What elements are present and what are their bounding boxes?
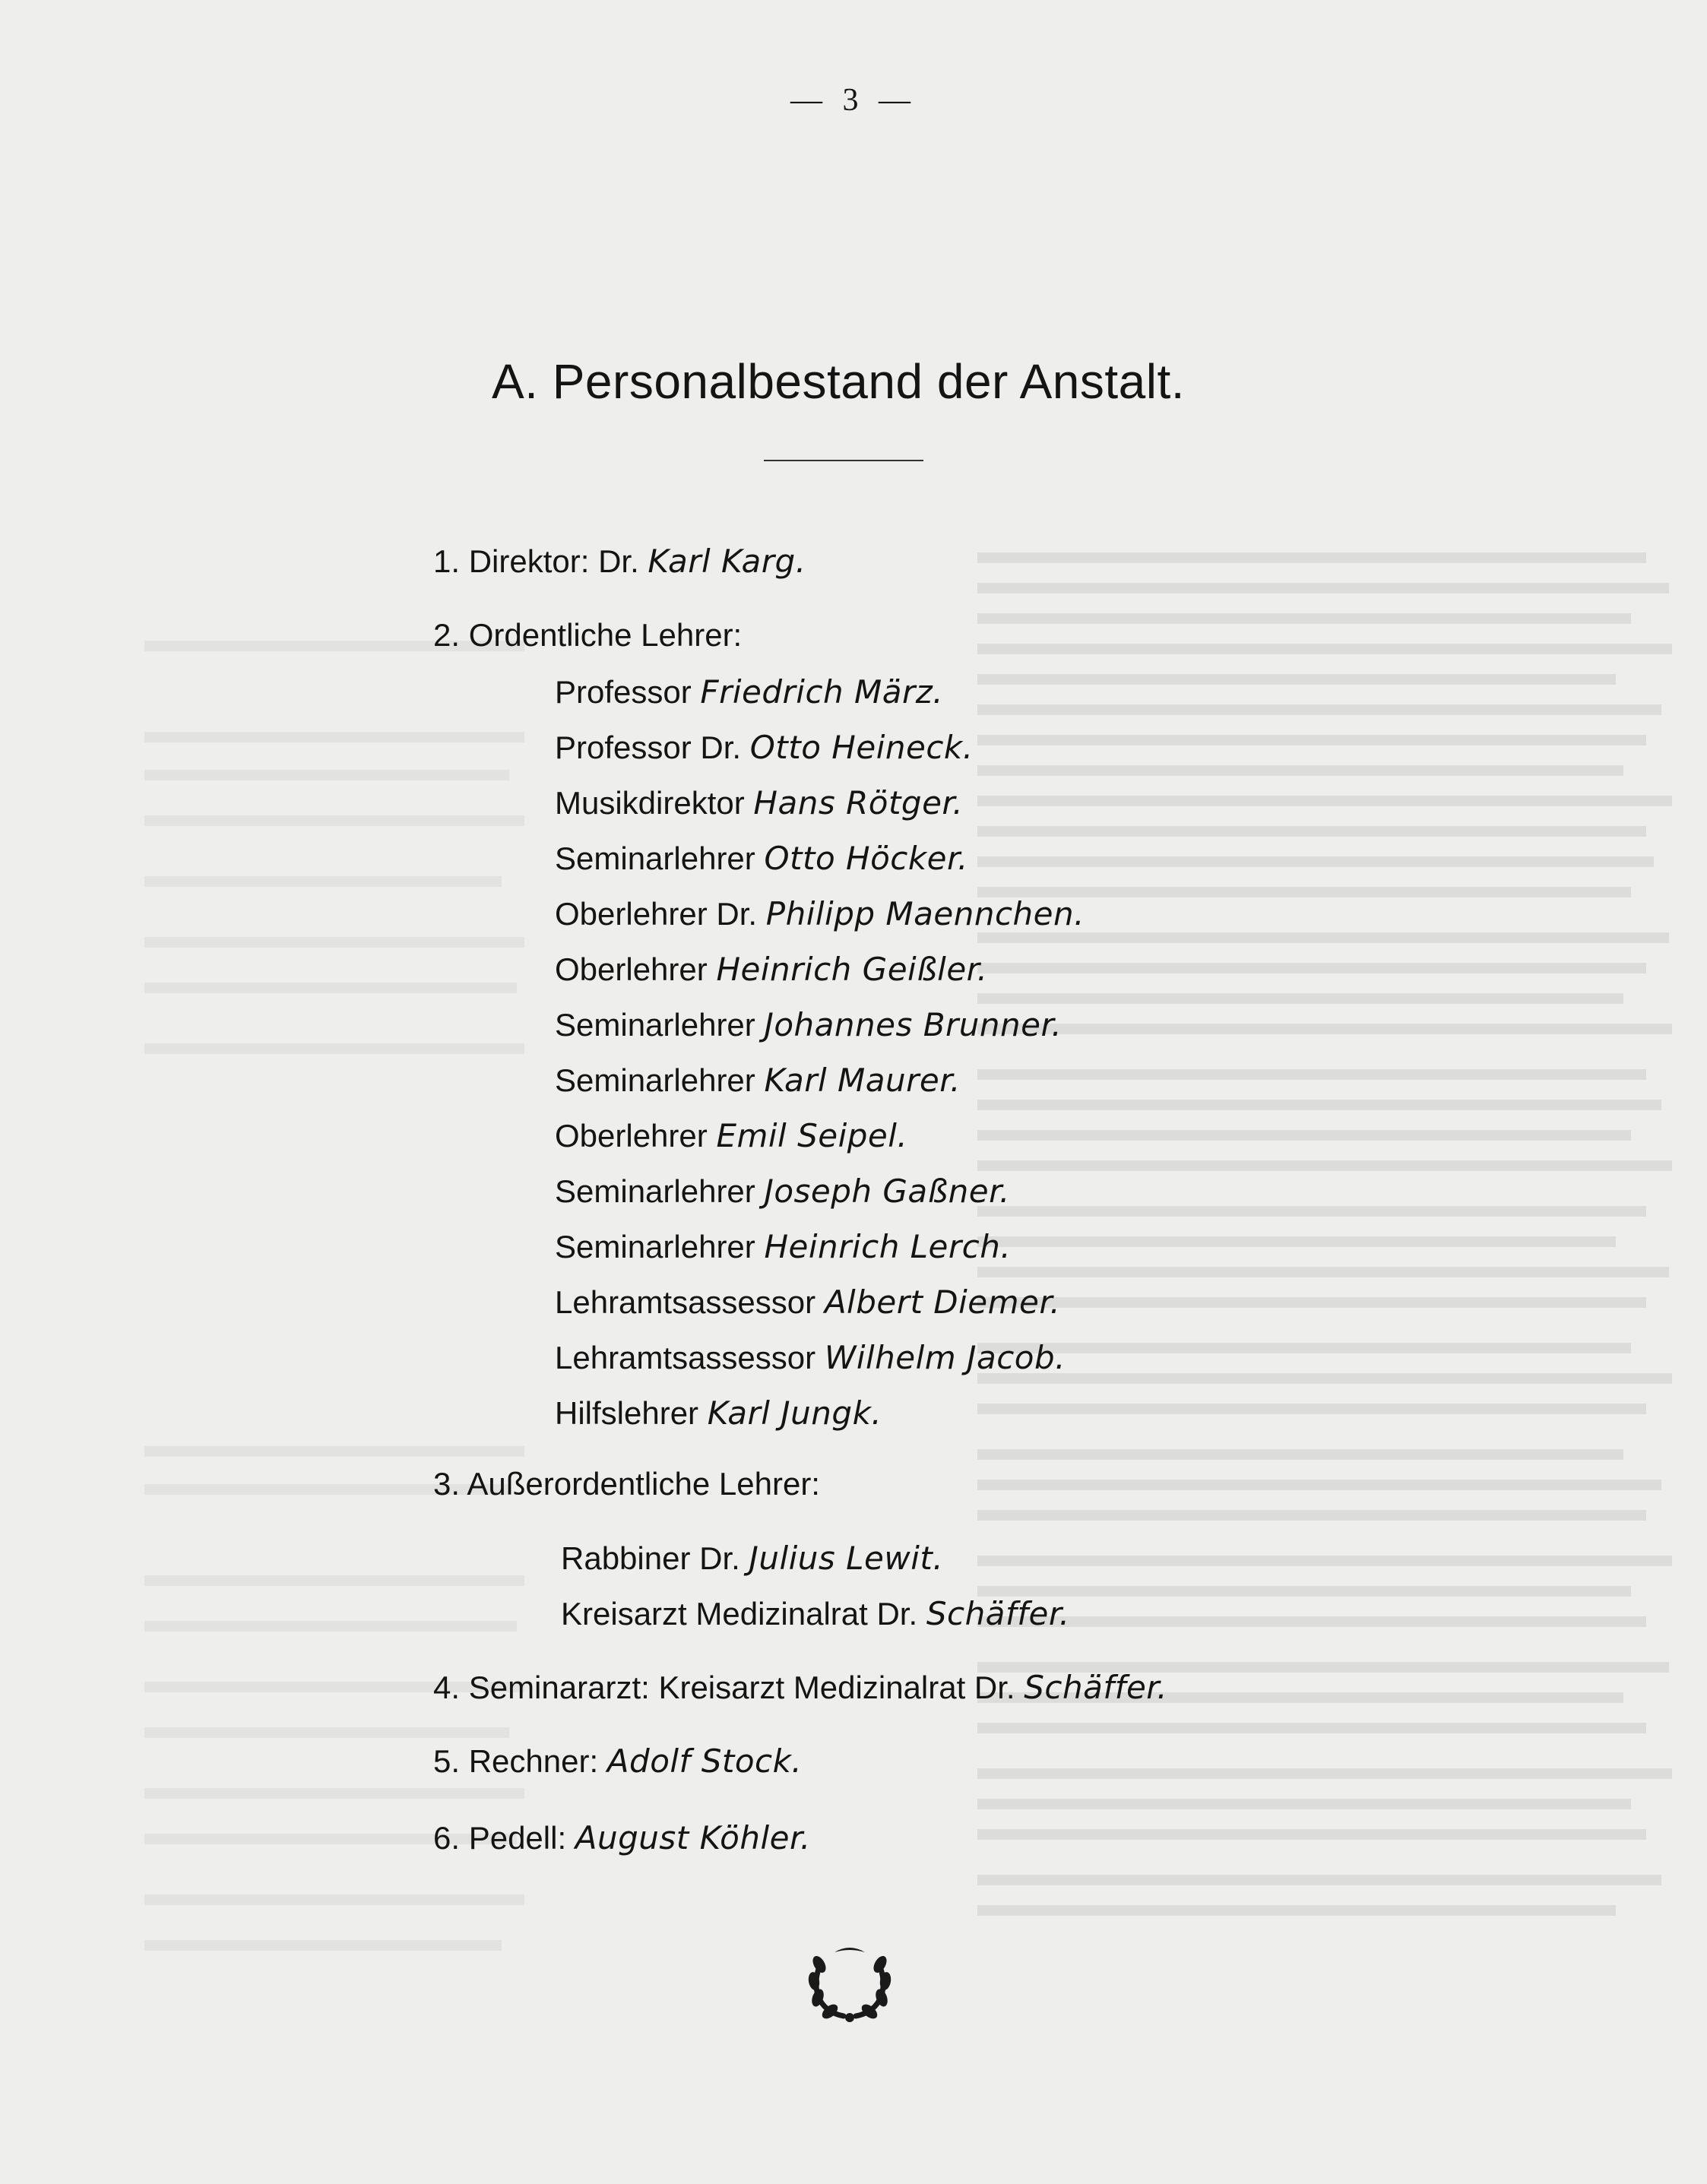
person-name: Schäffer. [926, 1595, 1070, 1632]
section-number: 1. [433, 543, 461, 579]
person-title: Musikdirektor [555, 785, 745, 821]
section-seminararzt [433, 1669, 1168, 1706]
person-name: Friedrich März. [700, 673, 944, 711]
person-title: Seminarlehrer [555, 1173, 755, 1209]
section-label: Rechner: [468, 1743, 599, 1779]
person-title: Professor [555, 674, 692, 710]
person-title: Dr. [598, 543, 639, 579]
person-title: Seminarlehrer [555, 840, 755, 876]
section-number: 5. [433, 1743, 461, 1779]
teacher-entry [555, 1117, 908, 1154]
teacher-entry [555, 1173, 1010, 1210]
teacher-entry [561, 1595, 1070, 1632]
section-direktor [433, 543, 806, 580]
person-title: Professor Dr. [555, 730, 742, 765]
title-divider [764, 460, 923, 461]
person-name: Philipp Maennchen. [765, 895, 1085, 932]
teacher-entry [555, 1228, 1012, 1265]
section-title: A. Personalbestand der Anstalt. [491, 354, 1186, 409]
teacher-entry [561, 1540, 944, 1577]
person-name: Joseph Gaßner. [764, 1173, 1010, 1210]
teacher-entry [555, 1339, 1066, 1376]
person-name: Hans Rötger. [753, 784, 964, 821]
person-name: Heinrich Geißler. [716, 951, 988, 988]
teacher-entry [555, 1283, 1061, 1321]
section-label: Außerordentliche Lehrer: [467, 1466, 820, 1502]
person-name: Schäffer. [1024, 1669, 1168, 1706]
person-name: Karl Maurer. [764, 1062, 961, 1099]
person-name: Adolf Stock. [606, 1742, 803, 1780]
person-title: Kreisarzt Medizinalrat Dr. [658, 1670, 1015, 1705]
teacher-entry [555, 1394, 882, 1432]
teacher-entry [555, 784, 964, 821]
section-ausserordentliche-lehrer [433, 1468, 820, 1500]
person-name: August Köhler. [575, 1819, 811, 1856]
teacher-entry [555, 951, 988, 988]
teacher-entry [555, 840, 968, 877]
teacher-entry [555, 895, 1085, 932]
person-name: Otto Heineck. [749, 729, 974, 766]
teacher-entry [555, 1062, 961, 1099]
section-label: Seminararzt: [468, 1670, 650, 1705]
person-name: Julius Lewit. [749, 1540, 944, 1577]
person-title: Lehramtsassessor [555, 1340, 816, 1375]
person-name: Albert Diemer. [824, 1283, 1061, 1321]
person-name: Heinrich Lerch. [764, 1228, 1012, 1265]
show-through-lines [962, 543, 1672, 1961]
section-label: Pedell: [468, 1820, 567, 1856]
person-name: Wilhelm Jacob. [824, 1339, 1066, 1376]
section-label: Direktor: [468, 543, 590, 579]
show-through-texture [942, 517, 1672, 1961]
person-title: Oberlehrer Dr. [555, 896, 758, 932]
person-title: Oberlehrer [555, 1118, 708, 1154]
teacher-entry [555, 673, 944, 711]
person-title: Oberlehrer [555, 951, 708, 987]
section-label: Ordentliche Lehrer: [468, 617, 743, 653]
section-number: 4. [433, 1670, 461, 1705]
teacher-entry [555, 729, 974, 766]
person-name: Johannes Brunner. [764, 1006, 1063, 1043]
person-name: Emil Seipel. [716, 1117, 908, 1154]
wreath-ornament-icon [804, 1942, 895, 2025]
person-title: Lehramtsassessor [555, 1284, 816, 1320]
section-number: 6. [433, 1820, 461, 1856]
section-number: 3. [433, 1466, 461, 1502]
person-title: Seminarlehrer [555, 1062, 755, 1098]
person-title: Kreisarzt Medizinalrat Dr. [561, 1596, 918, 1632]
section-rechner [433, 1742, 803, 1780]
page-number: — 3 — [790, 83, 917, 118]
teacher-entry [555, 1006, 1063, 1043]
person-title: Seminarlehrer [555, 1007, 755, 1043]
section-number: 2. [433, 617, 461, 653]
section-pedell [433, 1819, 811, 1856]
person-title: Seminarlehrer [555, 1229, 755, 1265]
person-title: Hilfslehrer [555, 1395, 699, 1431]
person-name: Karl Karg. [648, 543, 806, 580]
person-name: Karl Jungk. [707, 1394, 882, 1432]
person-title: Rabbiner Dr. [561, 1540, 740, 1576]
section-ordentliche-lehrer [433, 619, 742, 651]
person-name: Otto Höcker. [764, 840, 968, 877]
